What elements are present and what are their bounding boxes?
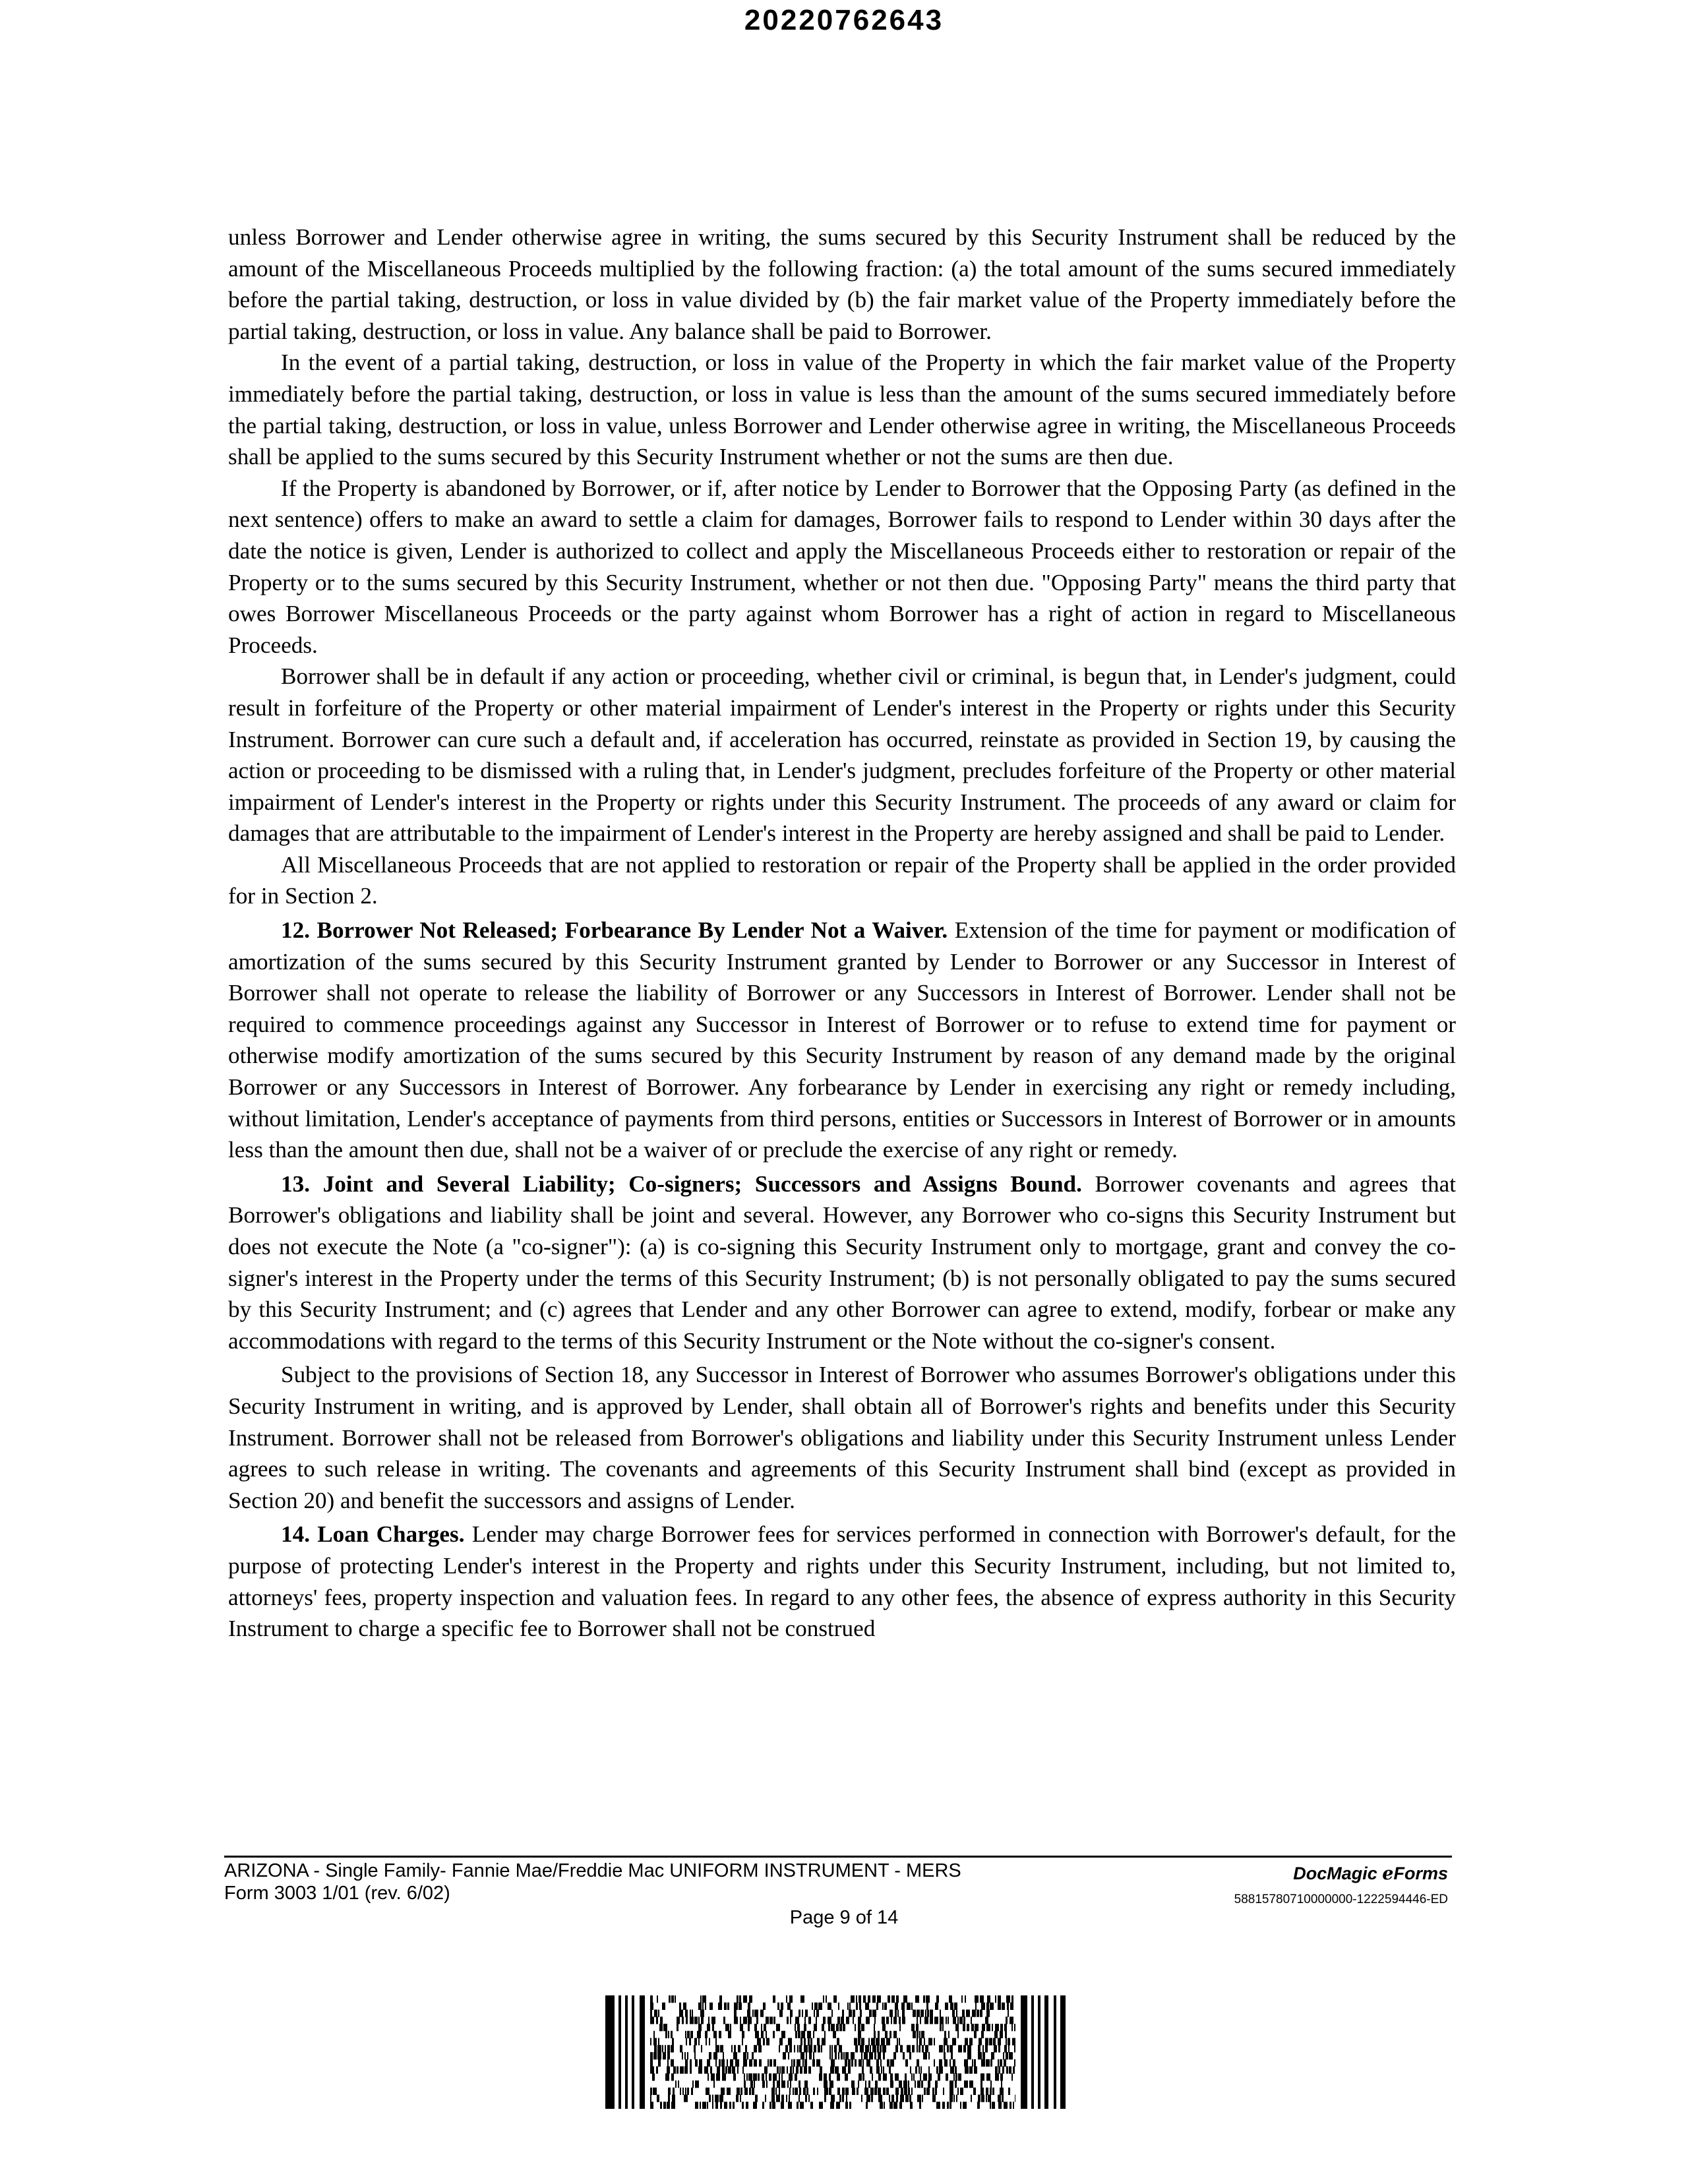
paragraph-partial-taking: In the event of a partial taking, destruction, or loss in value of the Property in which the fair market value of the Property immediately before the partial taking, destruction, or loss in value is less than the amount of the sums secured immediately before the partial taking, destruction, or loss in value, unless Borrower and Lender otherwise agree in writing, the Miscellaneous Proceeds shall be applied to the sums secured by this Security Instrument whether or not the sums are then due. [228, 349, 1456, 470]
footer-form-number: Form 3003 1/01 (rev. 6/02) [224, 1883, 450, 1904]
footer-divider [224, 1856, 1452, 1858]
paragraph-successor: Subject to the provisions of Section 18, any Successor in Interest of Borrower who assumes Borrower's obligations under this Security Instrument in writing, and is approved by Lender, shall obtain all of Borrower's rights and benefits under this Security Instrument. Borrower shall not be released from Borrower's obligations and liability under this Security Instrument unless Lender agrees to such release in writing. The covenants and agreements of this Security Instrument shall bind (except as provided in Section 20) and benefit the successors and assigns of Lender. [228, 1362, 1456, 1513]
section-14-text: Lender may charge Borrower fees for services performed in connection with Borrower's default, for the purpose of protecting Lender's interest in the Property and rights under this Security Instrument, including, but not limited to, attorneys' fees, property inspection and valuation fees. In regard to any other fees, the absence of express authority in this Security Instrument to charge a specific fee to Borrower shall not be construed [228, 1521, 1456, 1642]
barcode-icon [605, 1995, 1066, 2109]
section-13-heading: 13. Joint and Several Liability; Co-signers; Successors and Assigns Bound. [281, 1170, 1082, 1197]
section-12 [228, 915, 1456, 1166]
paragraph-proceeds-reduction: unless Borrower and Lender otherwise agree in writing, the sums secured by this Security Instrument shall be reduced by the amount of the Miscellaneous Proceeds multiplied by the following fraction: (a) the total amount of the sums secured immediately before the partial taking, destruction, or loss in value divided by (b) the fair market value of the Property immediately before the partial taking, destruction, or loss in value. Any balance shall be paid to Borrower. [228, 224, 1456, 344]
document-body [228, 222, 1456, 1645]
paragraph-default: Borrower shall be in default if any action or proceeding, whether civil or criminal, is begun that, in Lender's judgment, could result in forfeiture of the Property or other material impairment of Lender's interest in the Property or rights under this Security Instrument. Borrower can cure such a default and, if acceleration has occurred, reinstate as provided in Section 19, by causing the action or proceeding to be dismissed with a ruling that, in Lender's judgment, precludes forfeiture of the Property or other material impairment of Lender's interest in the Property or rights under this Security Instrument. The proceeds of any award or claim for damages that are attributable to the impairment of Lender's interest in the Property are hereby assigned and shall be paid to Lender. [228, 663, 1456, 847]
section-14 [228, 1519, 1456, 1644]
section-13 [228, 1168, 1456, 1357]
section-13-text: Borrower covenants and agrees that Borrower's obligations and liability shall be joint and several. However, any Borrower who co-signs this Security Instrument but does not execute the Note (a "co-signer"): (a) is co-signing this Security Instrument only to mortgage, grant and convey the co-signer's interest in the Property under the terms of this Security Instrument; (b) is not personally obligated to pay the sums secured by this Security Instrument; and (c) agrees that Lender and any other Borrower can agree to extend, modify, forbear or make any accommodations with regard to the terms of this Security Instrument or the Note without the co-signer's consent. [228, 1170, 1457, 1354]
document-number: 20220762643 [744, 4, 944, 36]
footer-form-info [224, 1860, 961, 1904]
section-14-heading: 14. Loan Charges. [281, 1521, 465, 1548]
footer-form-title: ARIZONA - Single Family- Fannie Mae/Freddie Mac UNIFORM INSTRUMENT - MERS [224, 1860, 961, 1881]
barcode-graphic [605, 1995, 1066, 2109]
page-number: Page 9 of 14 [789, 1907, 899, 1928]
section-12-text: Extension of the time for payment or modification of amortization of the sums secured by this Security Instrument granted by Lender to Borrower or any Successor in Interest of Borrower shall not operate to release the liability of Borrower or any Successors in Interest of Borrower. Lender shall not be required to commence proceedings against any Successor in Interest of Borrower or to refuse to extend time for payment or otherwise modify amortization of the sums secured by this Security Instrument by reason of any demand made by the original Borrower or any Successors in Interest of Borrower. Any forbearance by Lender in exercising any right or remedy including, without limitation, Lender's acceptance of payments from third persons, entities or Successors in Interest of Borrower or in amounts less than the amount then due, shall not be a waiver of or preclude the exercise of any right or remedy. [228, 917, 1456, 1163]
docmagic-logo: DocMagic eForms [1293, 1864, 1448, 1884]
section-12-heading: 12. Borrower Not Released; Forbearance By Lender Not a Waiver. [281, 917, 948, 944]
paragraph-abandoned-property: If the Property is abandoned by Borrower, or if, after notice by Lender to Borrower that the Opposing Party (as defined in the next sentence) offers to make an award to settle a claim for damages, Borrower fails to respond to Lender within 30 days after the date the notice is given, Lender is authorized to collect and apply the Miscellaneous Proceeds either to restoration or repair of the Property or to the sums secured by this Security Instrument, whether or not then due. "Opposing Party" means the third party that owes Borrower Miscellaneous Proceeds or the party against whom Borrower has a right of action in regard to Miscellaneous Proceeds. [228, 475, 1456, 658]
footer-document-id: 58815780710000000-1222594446-ED [1234, 1893, 1448, 1906]
paragraph-misc-proceeds: All Miscellaneous Proceeds that are not applied to restoration or repair of the Property shall be applied in the order provided for in Section 2. [228, 851, 1456, 909]
